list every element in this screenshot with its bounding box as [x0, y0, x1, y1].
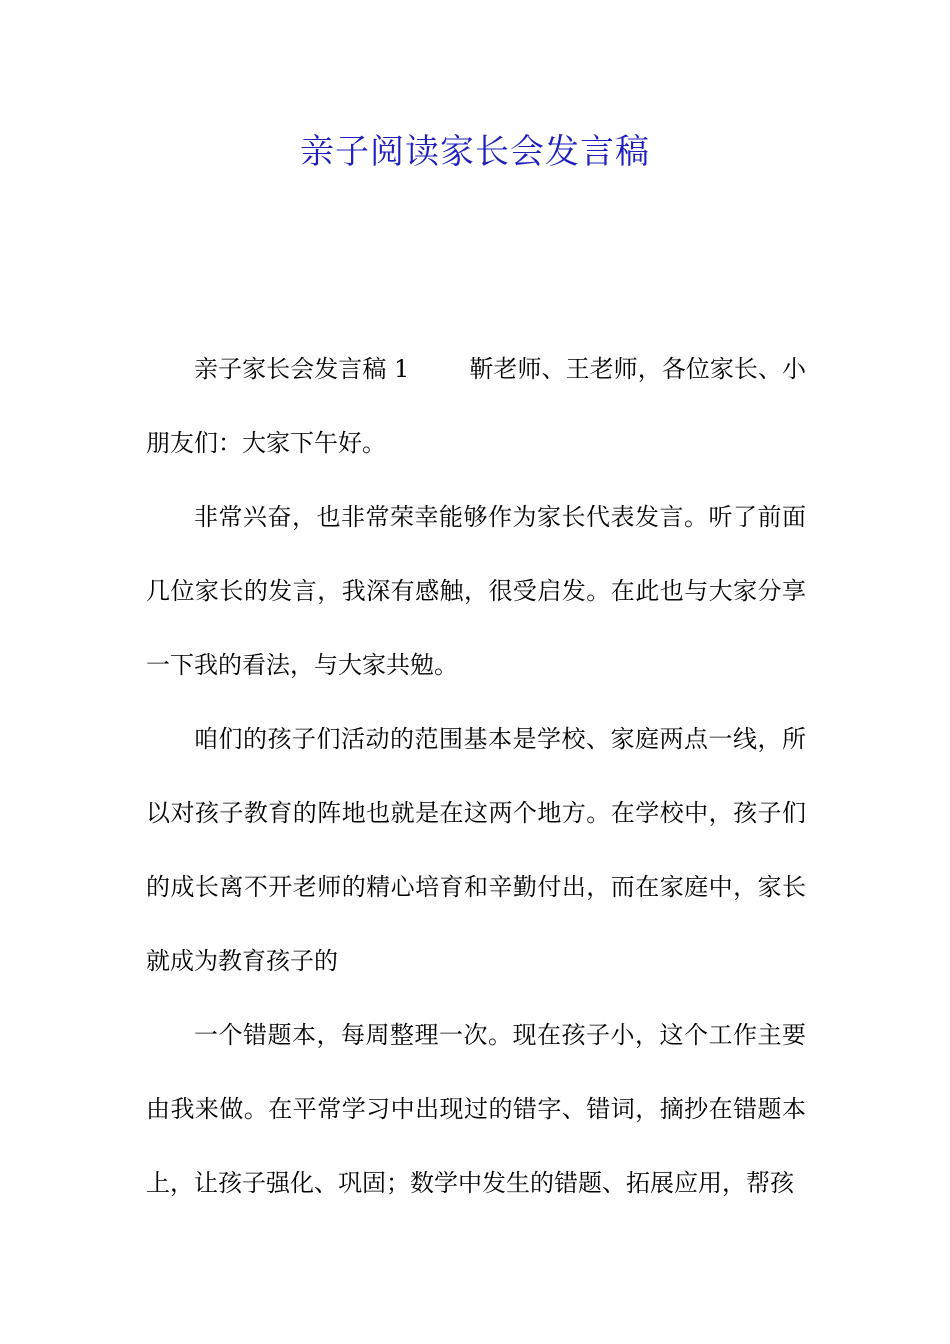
paragraph-3: 咱们的孩子们活动的范围基本是学校、家庭两点一线，所以对孩子教育的阵地也就是在这两个地方。在学校中，孩子们的成长离不开老师的精心培育和辛勤付出，而在家庭中，家长就成为教育孩子的: [146, 725, 806, 975]
paragraph-2: 非常兴奋，也非常荣幸能够作为家长代表发言。听了前面几位家长的发言，我深有感触，很受启发。在此也与大家分享一下我的看法，与大家共勉。: [146, 503, 806, 679]
paragraph-4: 一个错题本，每周整理一次。现在孩子小，这个工作主要由我来做。在平常学习中出现过的错字、错词，摘抄在错题本上，让孩子强化、巩固；数学中发生的错题、拓展应用，帮孩: [146, 1021, 806, 1197]
document-title: 亲子阅读家长会发言稿: [300, 132, 650, 172]
paragraph-text: 靳老师、王老师，各位家长、小朋友们：大家下午好。: [146, 355, 806, 457]
paragraph-1: [146, 332, 806, 480]
document-body: [146, 332, 806, 1220]
speech-heading: 亲子家长会发言稿 1: [194, 355, 410, 383]
